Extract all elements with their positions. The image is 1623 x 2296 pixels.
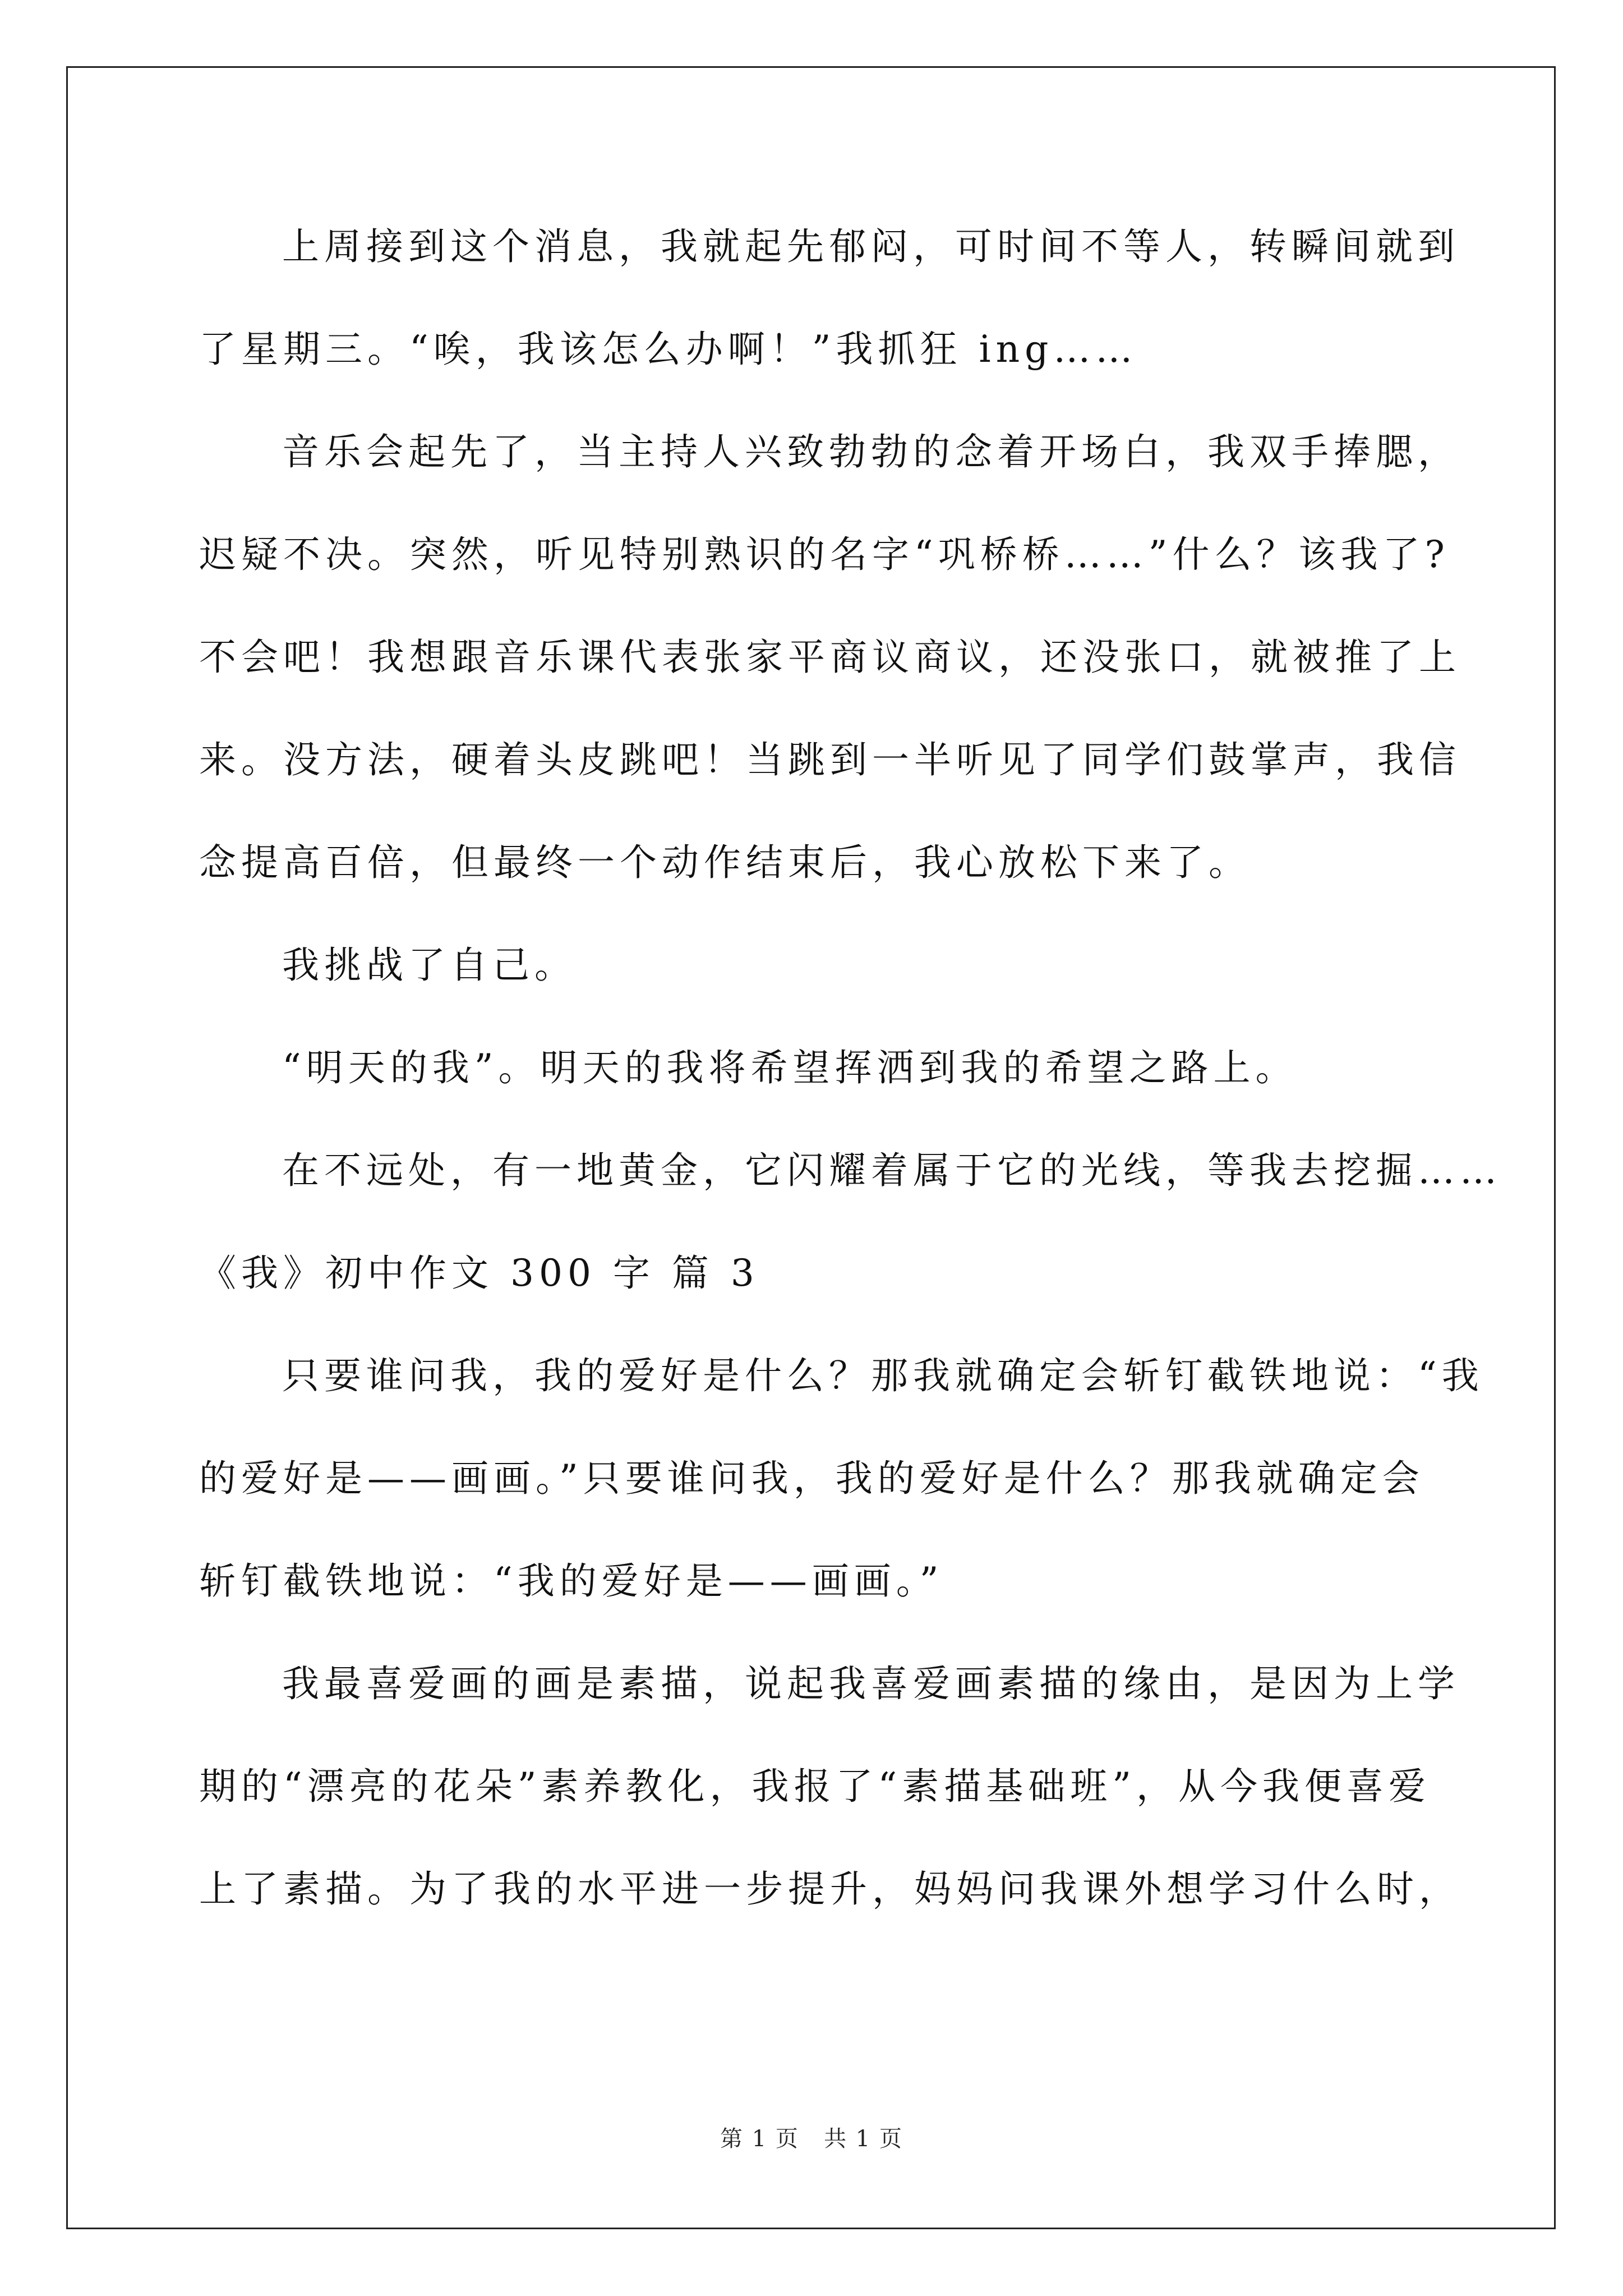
page-total: 共 1 页 (824, 2126, 903, 2152)
paragraph-5-line-1: 在不远处，有一地黄金，它闪耀着属于它的光线，等我去挖掘…… (282, 1149, 1502, 1192)
paragraph-3-line-1: 我挑战了自己。 (282, 944, 577, 987)
paragraph-7-line-1: 只要谁问我，我的爱好是什么？那我就确定会斩钉截铁地说：“我 (282, 1354, 1484, 1397)
page-footer (0, 2125, 1623, 2153)
paragraph-7-line-2: 的爱好是——画画。”只要谁问我，我的爱好是什么？那我就确定会 (199, 1457, 1424, 1500)
paragraph-2-line-1: 音乐会起先了，当主持人兴致勃勃的念着开场白，我双手捧腮， (282, 430, 1460, 473)
paragraph-1-line-1: 上周接到这个消息，我就起先郁闷，可时间不等人，转瞬间就到 (282, 225, 1460, 268)
paragraph-8-line-3: 上了素描。为了我的水平进一步提升，妈妈问我课外想学习什么时， (199, 1867, 1461, 1911)
paragraph-2-line-5: 念提高百倍，但最终一个动作结束后，我心放松下来了。 (199, 841, 1251, 884)
paragraph-7-line-3: 斩钉截铁地说：“我的爱好是——画画。” (199, 1559, 944, 1603)
paragraph-8-line-2: 期的“漂亮的花朵”素养教化，我报了“素描基础班”，从今我便喜爱 (199, 1765, 1431, 1808)
paragraph-2-line-3: 不会吧！我想跟音乐课代表张家平商议商议，还没张口，就被推了上 (199, 636, 1461, 679)
paragraph-4-line-1: “明天的我”。明天的我将希望挥洒到我的希望之路上。 (282, 1046, 1298, 1089)
section-heading: 《我》初中作文 300 字 篇 3 (199, 1251, 759, 1295)
paragraph-2-line-2: 迟疑不决。突然，听见特别熟识的名字“巩桥桥……”什么？该我了? (199, 533, 1450, 576)
paragraph-2-line-4: 来。没方法，硬着头皮跳吧！当跳到一半听见了同学们鼓掌声，我信 (199, 738, 1461, 781)
paragraph-1-line-2: 了星期三。“唉，我该怎么办啊！”我抓狂 ing…… (199, 328, 1138, 371)
paragraph-8-line-1: 我最喜爱画的画是素描，说起我喜爱画素描的缘由，是因为上学 (282, 1662, 1460, 1705)
page-number: 第 1 页 (720, 2126, 799, 2152)
